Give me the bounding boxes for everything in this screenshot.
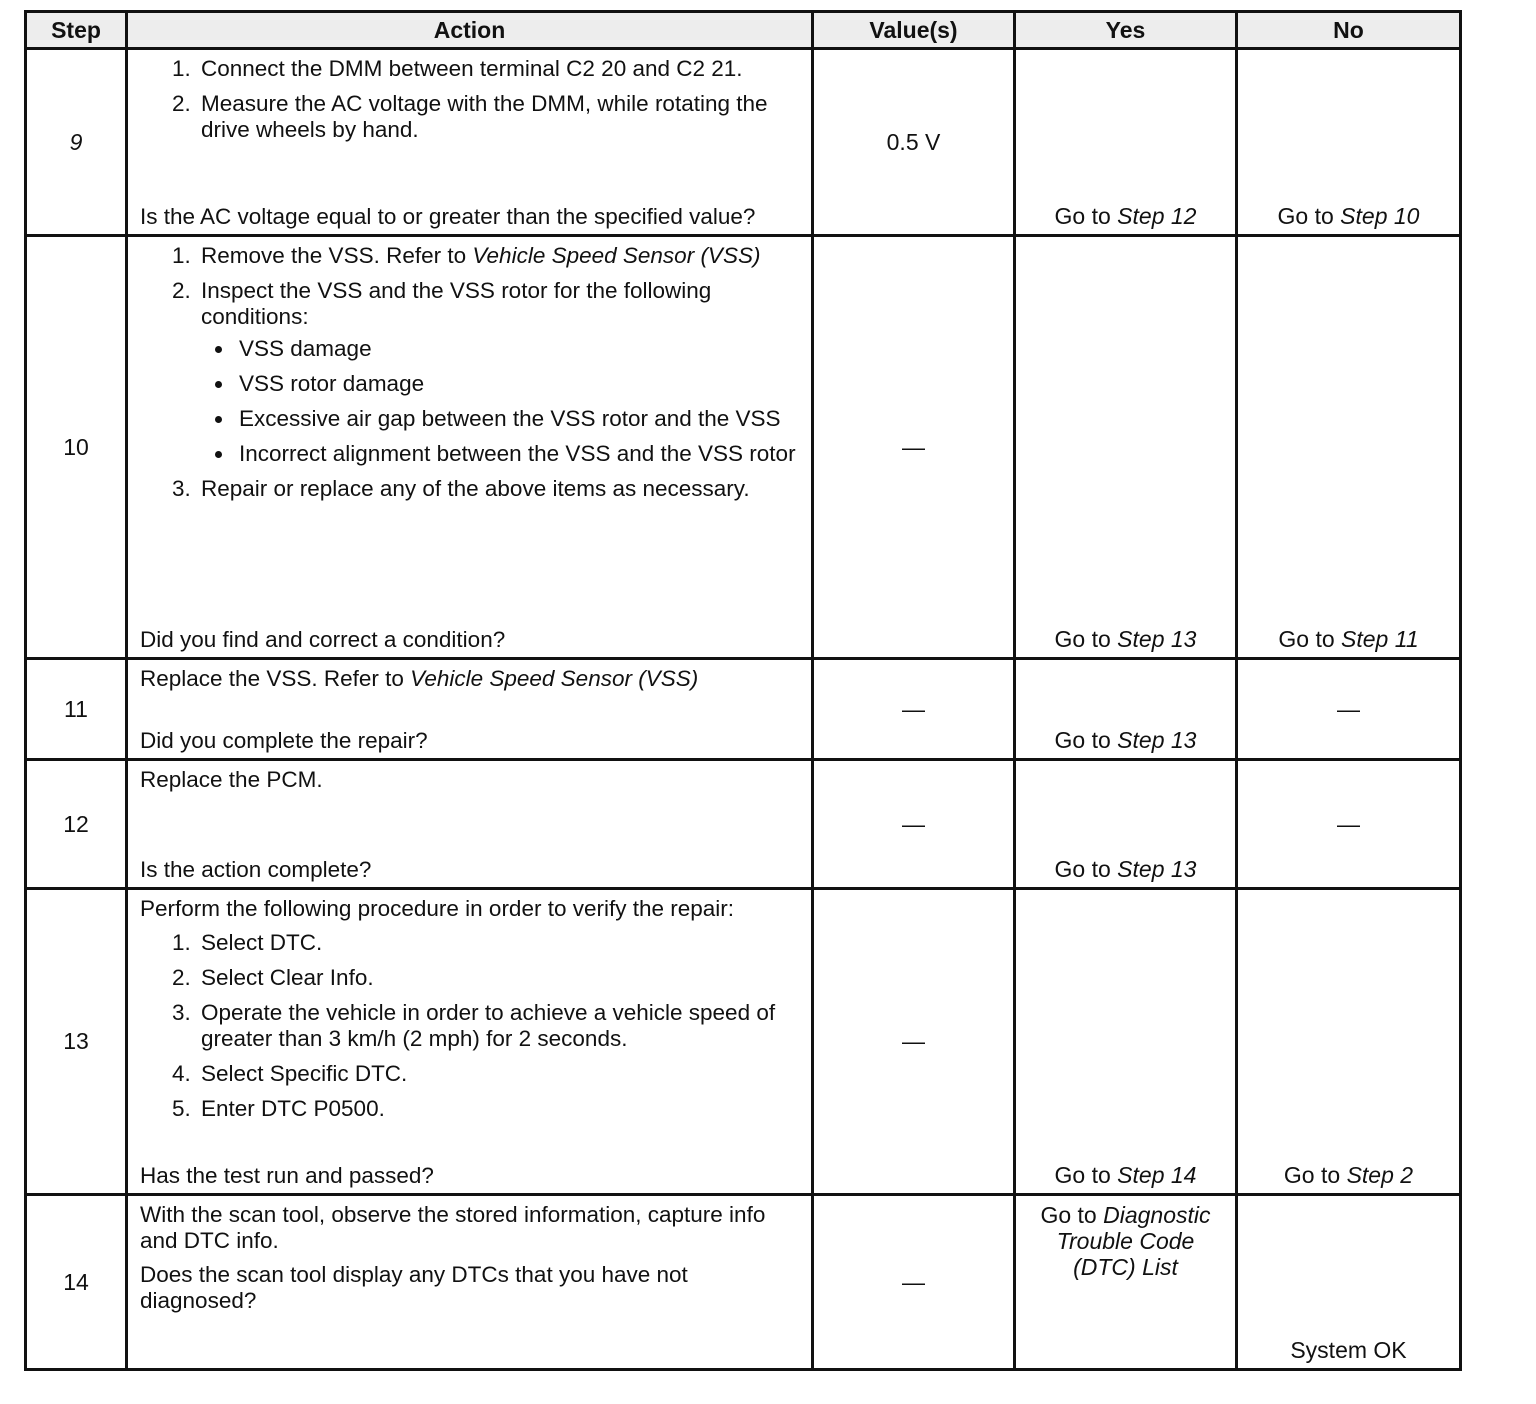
- yes-cell: [1015, 1195, 1237, 1370]
- action-text: Replace the PCM.: [140, 767, 323, 792]
- table-row: [26, 1195, 1461, 1370]
- table-row: [26, 889, 1461, 1195]
- table-row: [26, 236, 1461, 659]
- no-cell: [1237, 1195, 1461, 1370]
- action-cell: [127, 889, 813, 1195]
- value-cell: —: [813, 760, 1015, 889]
- action-item: 3. Operate the vehicle in order to achieve a vehicle speed of greater than 3 km/h (2 mph) for 2 seconds.: [197, 1000, 803, 1052]
- value-cell: —: [813, 659, 1015, 760]
- yes-cell: [1015, 760, 1237, 889]
- action-question: Did you complete the repair?: [140, 728, 428, 753]
- condition-bullet: • Incorrect alignment between the VSS and the VSS rotor: [235, 441, 803, 467]
- no-cell: [1237, 889, 1461, 1195]
- step-number: 10: [26, 236, 127, 659]
- action-item: 3. Repair or replace any of the above items as necessary.: [197, 476, 803, 502]
- action-item: 1. Connect the DMM between terminal C2 20 and C2 21.: [197, 56, 803, 82]
- action-question: Does the scan tool display any DTCs that you have not diagnosed?: [140, 1262, 688, 1313]
- yes-cell: [1015, 889, 1237, 1195]
- reference-link[interactable]: Vehicle Speed Sensor (VSS): [472, 243, 761, 268]
- no-cell: —: [1237, 659, 1461, 760]
- action-intro: Perform the following procedure in order to verify the repair:: [140, 896, 735, 921]
- yes-link[interactable]: Go to Step 14: [1054, 1162, 1197, 1188]
- system-ok-text: System OK: [1290, 1337, 1407, 1363]
- step-number: 12: [26, 760, 127, 889]
- step-number: 11: [26, 659, 127, 760]
- yes-link[interactable]: Go to Step 13: [1054, 626, 1197, 652]
- action-question: Has the test run and passed?: [140, 1163, 434, 1188]
- reference-link[interactable]: Vehicle Speed Sensor (VSS): [410, 666, 699, 691]
- condition-bullet: • VSS damage: [235, 336, 803, 362]
- yes-cell: [1015, 49, 1237, 236]
- no-cell: —: [1237, 760, 1461, 889]
- yes-link[interactable]: Go to Step 12: [1054, 203, 1197, 229]
- yes-link[interactable]: Go to Step 13: [1054, 727, 1197, 753]
- action-question: Did you find and correct a condition?: [140, 627, 506, 652]
- header-values: Value(s): [813, 12, 1015, 49]
- no-link[interactable]: Go to Step 11: [1278, 626, 1419, 652]
- yes-cell: [1015, 236, 1237, 659]
- header-action: Action: [127, 12, 813, 49]
- value-cell: —: [813, 1195, 1015, 1370]
- value-cell: —: [813, 236, 1015, 659]
- action-cell: [127, 760, 813, 889]
- no-link[interactable]: Go to Step 10: [1277, 203, 1420, 229]
- step-number: 14: [26, 1195, 127, 1370]
- condition-bullet: • VSS rotor damage: [235, 371, 803, 397]
- condition-bullet: • Excessive air gap between the VSS rotor and the VSS: [235, 406, 803, 432]
- table-header-row: [26, 12, 1461, 49]
- action-item: 2. Select Clear Info.: [197, 965, 803, 991]
- header-yes: Yes: [1015, 12, 1237, 49]
- diagnostic-table: [24, 10, 1462, 1371]
- no-cell: [1237, 49, 1461, 236]
- action-text: With the scan tool, observe the stored information, capture info and DTC info.: [140, 1202, 766, 1253]
- action-cell: [127, 49, 813, 236]
- header-step: Step: [26, 12, 127, 49]
- step-number: 9: [26, 49, 127, 236]
- action-item: 1. Remove the VSS. Refer to Vehicle Speed Sensor (VSS): [197, 243, 803, 269]
- value-cell: —: [813, 889, 1015, 1195]
- no-link[interactable]: Go to Step 2: [1283, 1162, 1414, 1188]
- table-row: [26, 760, 1461, 889]
- action-cell: [127, 659, 813, 760]
- yes-cell: [1015, 659, 1237, 760]
- yes-link[interactable]: Go to Diagnostic Trouble Code (DTC) List: [1040, 1202, 1211, 1280]
- action-text: Replace the VSS. Refer to Vehicle Speed Sensor (VSS): [140, 666, 699, 691]
- action-cell: [127, 236, 813, 659]
- action-question: Is the action complete?: [140, 857, 372, 882]
- action-item: 2. Measure the AC voltage with the DMM, while rotating the drive wheels by hand.: [197, 91, 803, 143]
- step-number: 13: [26, 889, 127, 1195]
- no-cell: [1237, 236, 1461, 659]
- yes-link[interactable]: Go to Step 13: [1054, 856, 1197, 882]
- action-cell: [127, 1195, 813, 1370]
- action-question: Is the AC voltage equal to or greater than the specified value?: [140, 204, 756, 229]
- header-no: No: [1237, 12, 1461, 49]
- action-item: 5. Enter DTC P0500.: [197, 1096, 803, 1122]
- value-cell: 0.5 V: [813, 49, 1015, 236]
- action-item: 4. Select Specific DTC.: [197, 1061, 803, 1087]
- action-item: 1. Select DTC.: [197, 930, 803, 956]
- action-item: 2. Inspect the VSS and the VSS rotor for the following conditions: • VSS damage • VSS rotor damage • Excessive air gap between the VSS rotor and the VSS • Incorrect alignment between the VSS and the VSS rotor: [197, 278, 803, 467]
- table-row: [26, 659, 1461, 760]
- table-row: [26, 49, 1461, 236]
